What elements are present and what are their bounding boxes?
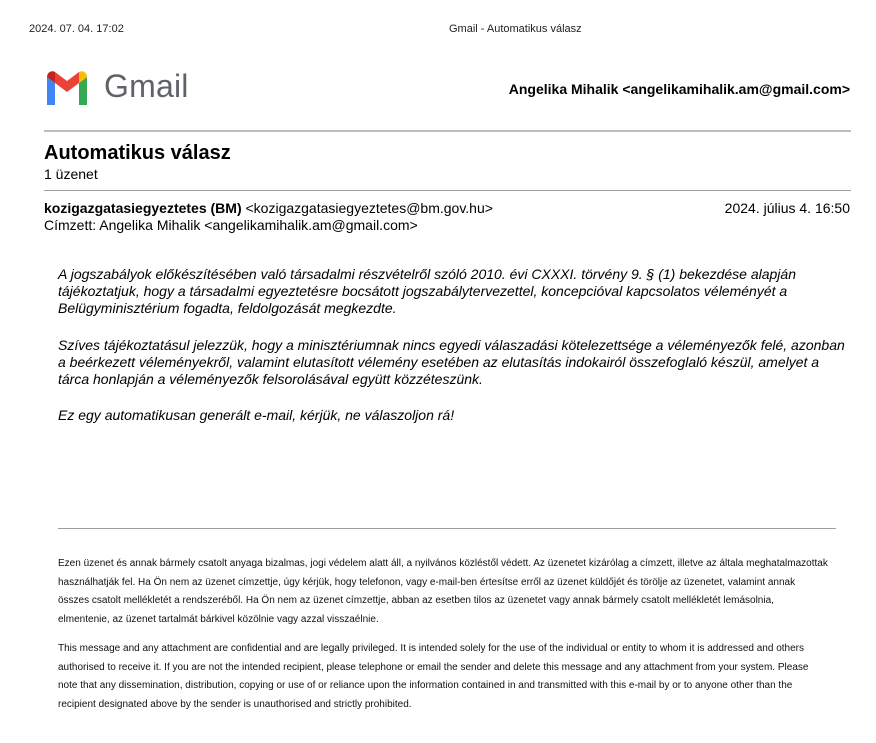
thread-divider bbox=[44, 190, 851, 191]
disclaimer-english: This message and any attachment are confidential and are legally privileged. It is intended solely for the use of the individual or entity to whom it is addressed and others authorised to receive it. If you are not the intended recipient, please telephone or email the sender and delete this message and any attachment from your system. Please note that any dissemination, distribution, copying or use of or reliance upon the information contained in and transmitted with this e-mail by or to anyone other than the recipient designated above by the sender is unauthorised and strictly prohibited. bbox=[58, 643, 809, 710]
gmail-m-icon bbox=[44, 69, 90, 105]
message-body-paragraph-1 bbox=[58, 266, 848, 317]
message-count: 1 üzenet bbox=[44, 166, 98, 182]
sender-name: kozigazgatasiegyeztetes (BM) bbox=[44, 200, 242, 216]
print-datetime: 2024. 07. 04. 17:02 bbox=[29, 23, 124, 35]
gmail-wordmark: Gmail bbox=[104, 68, 189, 104]
paragraph-text: A jogszabályok előkészítésében való társadalmi részvételről szóló 2010. évi CXXXI. törvény 9. § (1) bekezdése alapján tájékoztatjuk, hogy a társadalmi egyeztetésre bocsátott jogszabálytervezettel, koncepcióval kapcsolatos véleményét a Belügyminisztérium fogadta, feldolgozását megkezdte. bbox=[58, 266, 796, 316]
sender-email[interactable]: <kozigazgatasiegyeztetes@bm.gov.hu> bbox=[245, 200, 493, 216]
account-label: Angelika Mihalik <angelikamihalik.am@gmail.com> bbox=[508, 81, 850, 97]
thread-subject: Automatikus válasz bbox=[44, 142, 231, 164]
print-title: Gmail - Automatikus válasz bbox=[449, 23, 582, 35]
message-date: 2024. július 4. 16:50 bbox=[724, 200, 850, 216]
gmail-logo[interactable] bbox=[44, 68, 189, 105]
message-body-paragraph-2 bbox=[58, 337, 848, 388]
disclaimer-hungarian: Ezen üzenet és annak bármely csatolt anyaga bizalmas, jogi védelem alatt áll, a nyilvános közléstől védett. Az üzenetet kizárólag a címzett, illetve az általa meghatalmazottak használhatják fel. Ha Ön nem az üzenet címzettje, úgy kérjük, hogy telefonon, vagy e-mail-ben értesítse erről az üzenet küldőjét és törölje az üzenetet, valamint annak összes csatolt mellékletét a rendszeréből. Ha Ön nem az üzenet címzettje, abban az esetben tilos az üzenetet vagy annak bármely csatolt mellékletét lemásolnia, elmentenie, az üzenet tartalmát bárkivel közölnie vagy azzal visszaélnie. bbox=[58, 558, 828, 625]
message-recipient: Címzett: Angelika Mihalik <angelikamihalik.am@gmail.com> bbox=[44, 217, 418, 233]
message-body-paragraph-3 bbox=[58, 407, 848, 424]
paragraph-text: Ez egy automatikusan generált e-mail, kérjük, ne válaszoljon rá! bbox=[58, 407, 455, 423]
header-divider bbox=[44, 130, 851, 132]
footer-divider bbox=[58, 528, 836, 529]
message-sender bbox=[44, 200, 493, 216]
paragraph-text: Szíves tájékoztatásul jelezzük, hogy a minisztériumnak nincs egyedi válaszadási kötelezettsége a véleményezők felé, azonban a beérkezett véleményekről, valamint elutasított vélemény esetében az elutasítás indokairól összefoglaló készül, amelyet a tárca honlapján a véleményezők felsorolásával együtt közzéteszünk. bbox=[58, 337, 845, 387]
